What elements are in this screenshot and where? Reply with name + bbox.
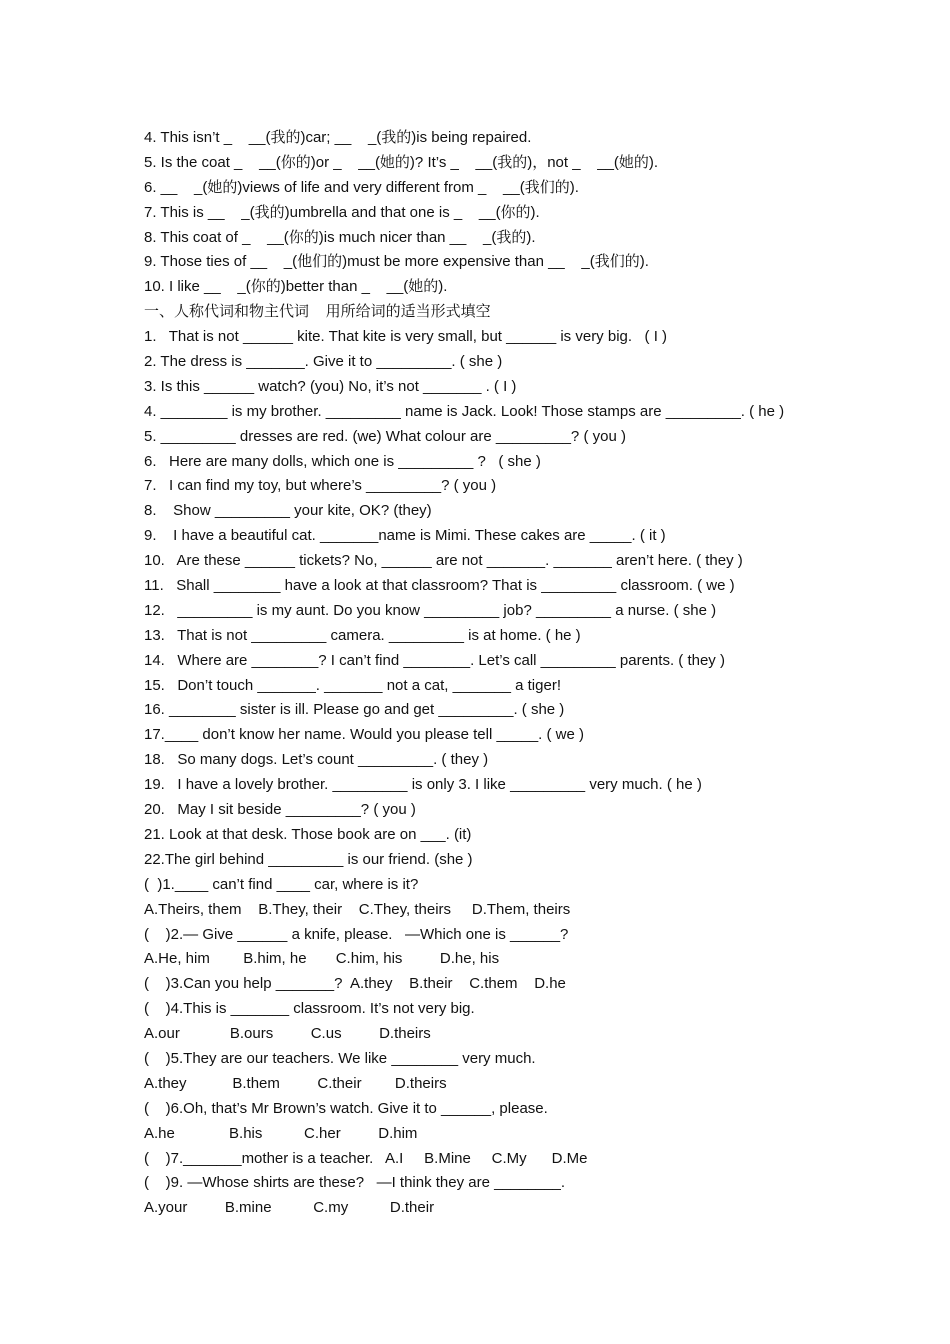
exercise-line: 7. This is __ _(我的)umbrella and that one is _ __(你的).: [144, 203, 540, 221]
question-line: ( )1.____ can’t find ____ car, where is it?: [144, 875, 419, 893]
options-line: A.Theirs, them B.They, their C.They, theirs D.Them, theirs: [144, 900, 571, 918]
section-heading: 一、人称代词和物主代词 用所给词的适当形式填空: [144, 303, 491, 321]
exercise-line: 2. The dress is _______. Give it to _________. ( she ): [144, 353, 503, 371]
exercise-line: 10. Are these ______ tickets? No, ______ are not _______. _______ aren’t here. ( they ): [144, 552, 743, 570]
exercise-line: 4. ________ is my brother. _________ name is Jack. Look! Those stamps are _________. ( he ): [144, 402, 785, 420]
exercise-line: 11. Shall ________ have a look at that classroom? That is _________ classroom. ( we ): [144, 577, 735, 595]
exercise-line: 15. Don’t touch _______. _______ not a cat, _______ a tiger!: [144, 676, 561, 694]
options-line: A.He, him B.him, he C.him, his D.he, his: [144, 950, 500, 968]
exercise-line: 17.____ don’t know her name. Would you please tell _____. ( we ): [144, 726, 584, 744]
exercise-line: 21. Look at that desk. Those book are on ___. (it): [144, 825, 472, 843]
exercise-line: 9. I have a beautiful cat. _______name is Mimi. These cakes are _____. ( it ): [144, 527, 666, 545]
question-line: ( )5.They are our teachers. We like ________ very much.: [144, 1049, 536, 1067]
exercise-line: 10. I like __ _(你的)better than _ __(她的).: [144, 278, 448, 296]
exercise-line: 14. Where are ________? I can’t find ________. Let’s call _________ parents. ( they ): [144, 651, 725, 669]
options-line: A.your B.mine C.my D.their: [144, 1199, 435, 1217]
exercise-line: 18. So many dogs. Let’s count _________. ( they ): [144, 751, 489, 769]
worksheet-text: [144, 126, 844, 1221]
exercise-line: 20. May I sit beside _________? ( you ): [144, 801, 416, 819]
exercise-line: 4. This isn’t _ __(我的)car; __ _(我的)is being repaired.: [144, 129, 532, 146]
exercise-line: 19. I have a lovely brother. _________ is only 3. I like _________ very much. ( he ): [144, 776, 702, 794]
exercise-line: 9. Those ties of __ _(他们的)must be more expensive than __ _(我们的).: [144, 253, 649, 271]
options-line: A.he B.his C.her D.him: [144, 1124, 418, 1142]
question-line: ( )3.Can you help _______? A.they B.their C.them D.he: [144, 975, 566, 993]
exercise-line: 7. I can find my toy, but where’s _________? ( you ): [144, 477, 497, 495]
exercise-line: 1. That is not ______ kite. That kite is very small, but ______ is very big. ( I ): [144, 328, 668, 346]
exercise-line: 5. _________ dresses are red. (we) What colour are _________? ( you ): [144, 427, 626, 445]
exercise-line: 13. That is not _________ camera. _________ is at home. ( he ): [144, 626, 581, 644]
exercise-line: 3. Is this ______ watch? (you) No, it’s not _______ . ( I ): [144, 377, 517, 395]
exercise-line: 12. _________ is my aunt. Do you know _________ job? _________ a nurse. ( she ): [144, 601, 717, 619]
question-line: ( )9. —Whose shirts are these? —I think they are ________.: [144, 1174, 566, 1192]
exercise-line: 22.The girl behind _________ is our friend. (she ): [144, 850, 473, 868]
exercise-line: 5. Is the coat _ __(你的)or _ __(她的)? It’s _ __(我的)，not _ __(她的).: [144, 153, 659, 171]
question-line: ( )4.This is _______ classroom. It’s not very big.: [144, 1000, 475, 1018]
options-line: A.they B.them C.their D.theirs: [144, 1074, 447, 1092]
question-line: ( )2.— Give ______ a knife, please. —Which one is ______?: [144, 925, 569, 943]
exercise-line: 16. ________ sister is ill. Please go and get _________. ( she ): [144, 701, 565, 719]
exercise-line: 8. Show _________ your kite, OK? (they): [144, 502, 432, 520]
exercise-line: 6. __ _(她的)views of life and very different from _ __(我们的).: [144, 178, 579, 196]
exercise-line: 6. Here are many dolls, which one is _________ ? ( she ): [144, 452, 541, 470]
exercise-line: 8. This coat of _ __(你的)is much nicer than __ _(我的).: [144, 228, 536, 246]
options-line: A.our B.ours C.us D.theirs: [144, 1025, 431, 1043]
question-line: ( )6.Oh, that’s Mr Brown’s watch. Give it to ______, please.: [144, 1099, 548, 1117]
question-line: ( )7._______mother is a teacher. A.I B.Mine C.My D.Me: [144, 1149, 588, 1167]
